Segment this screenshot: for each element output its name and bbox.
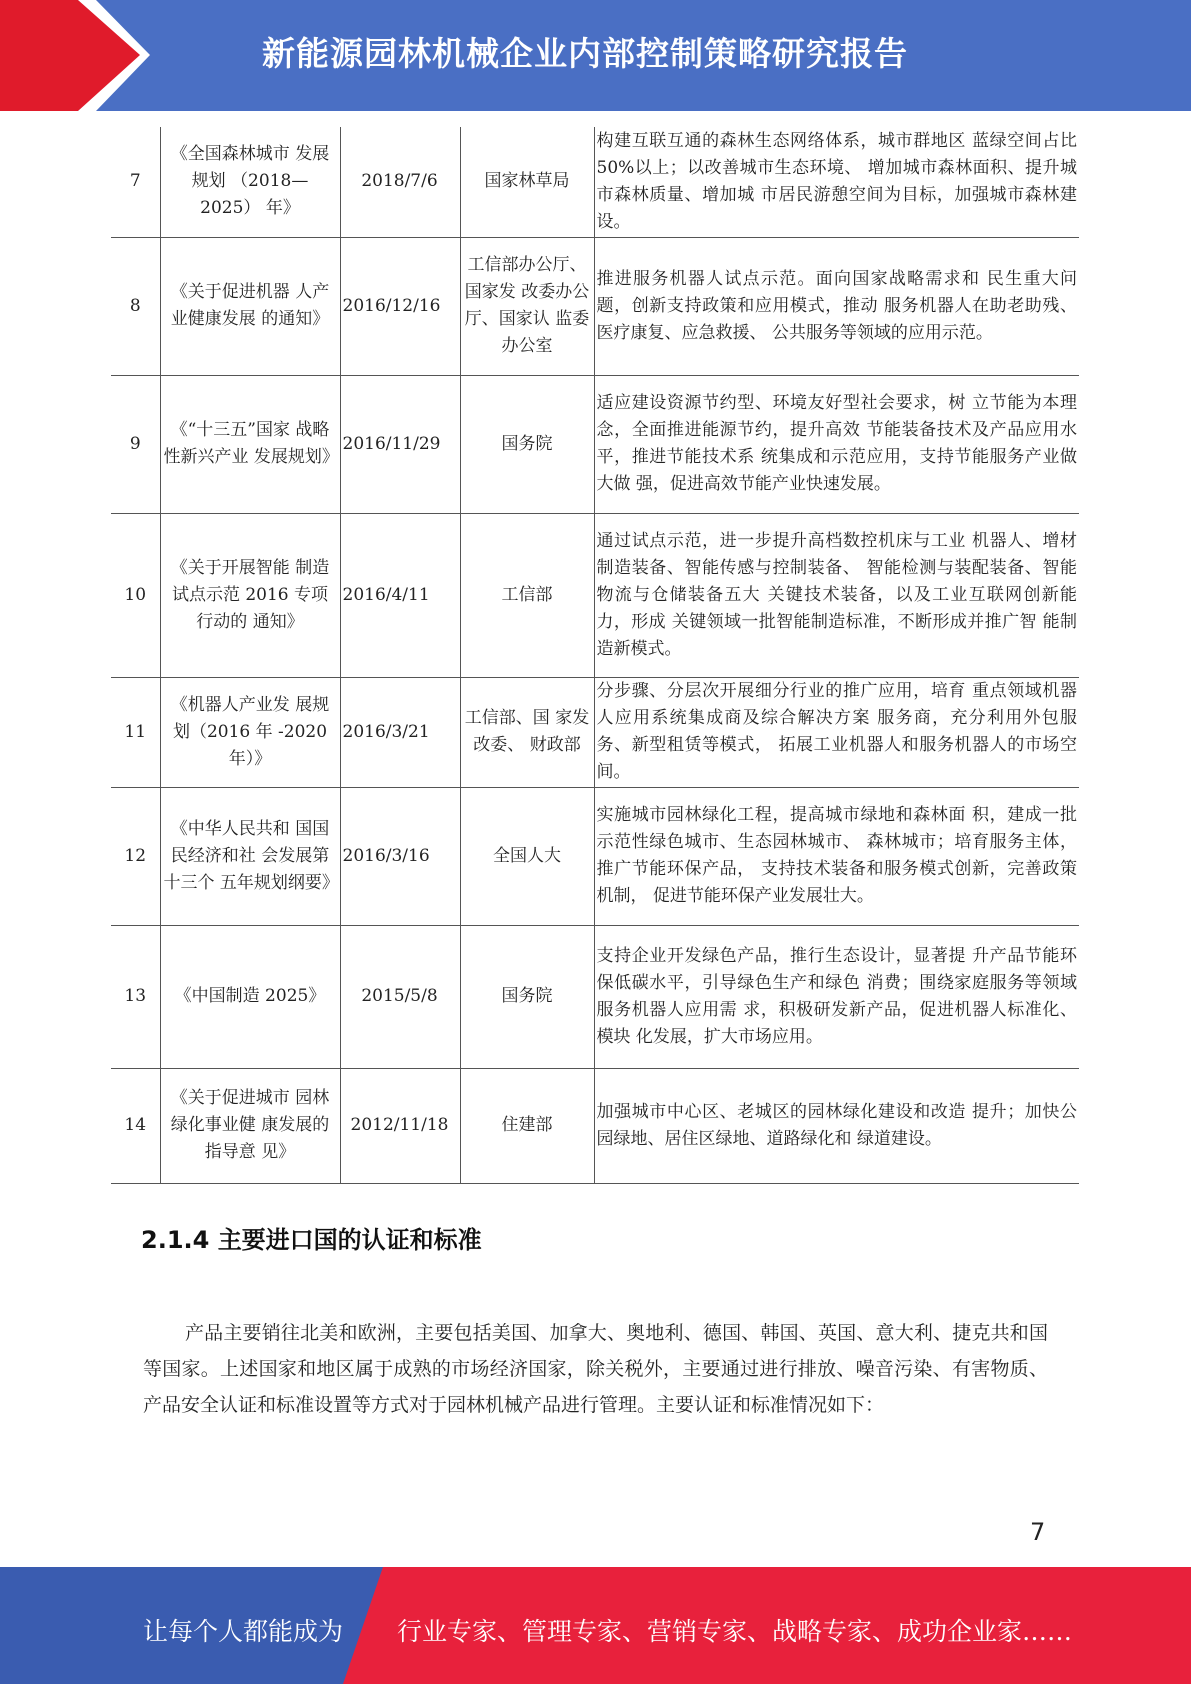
policy-description: 实施城市园林绿化工程，提高城市绿地和森林面 积，建成一批示范性绿色城市、生态园林城市、 森林城市；培育服务主体，推广节能环保产品， 支持技术装备和服务模式创新，完善政策机制， 促进节能环保产业发展壮大。 [594,787,1079,925]
row-number: 13 [111,925,160,1068]
policy-name: 《中国制造 2025》 [160,925,340,1068]
row-number: 14 [111,1068,160,1183]
issuing-department: 工信部、国 家发改委、 财政部 [460,677,594,787]
policy-date: 2012/11/18 [340,1068,460,1183]
issuing-department: 国务院 [460,375,594,513]
row-number: 10 [111,513,160,677]
header-red-arrow-decoration [0,0,150,111]
policy-description: 通过试点示范，进一步提升高档数控机床与工业 机器人、增材制造装备、智能传感与控制装备、 智能检测与装配装备、智能物流与仓储装备五大 关键技术装备，以及工业互联网创新能力，形成 关键领域一批智能制造标准，不断形成并推广智 能制造新模式。 [594,513,1079,677]
table-row [111,513,1079,677]
policy-name: 《关于促进城市 园林绿化事业健 康发展的指导意 见》 [160,1068,340,1183]
issuing-department: 住建部 [460,1068,594,1183]
page-header [0,0,1191,111]
policy-name: 《机器人产业发 展规划（2016 年 -2020 年）》 [160,677,340,787]
body-paragraph: 产品主要销往北美和欧洲，主要包括美国、加拿大、奥地利、德国、韩国、英国、意大利、捷克共和国等国家。上述国家和地区属于成熟的市场经济国家，除关税外，主要通过进行排放、噪音污染、有害物质、产品安全认证和标准设置等方式对于园林机械产品进行管理。主要认证和标准情况如下： [143,1322,1048,1416]
issuing-department: 工信部办公厅、国家发 改委办公 厅、国家认 监委办公室 [460,237,594,375]
table-row [111,787,1079,925]
page-footer [0,1567,1191,1684]
report-title: 新能源园林机械企业内部控制策略研究报告 [262,34,908,73]
footer-slogan-left: 让每个人都能成为 [143,1617,344,1646]
policy-name: 《关于开展智能 制造试点示范 2016 专项行动的 通知》 [160,513,340,677]
table-row [111,677,1079,787]
row-number: 8 [111,237,160,375]
policy-name: 《全国森林城市 发展规划 （2018—2025） 年》 [160,127,340,237]
row-number: 11 [111,677,160,787]
policy-description: 构建互联互通的森林生态网络体系，城市群地区 蓝绿空间占比 50%以上；以改善城市生态环境、 增加城市森林面积、提升城市森林质量、增加城 市居民游憩空间为目标，加强城市森林建设。 [594,127,1079,237]
issuing-department: 国务院 [460,925,594,1068]
policy-date: 2016/4/11 [340,513,460,677]
policy-name: 《中华人民共和 国国民经济和社 会发展第十三个 五年规划纲要》 [160,787,340,925]
row-number: 12 [111,787,160,925]
policy-description: 加强城市中心区、老城区的园林绿化建设和改造 提升；加快公园绿地、居住区绿地、道路绿化和 绿道建设。 [594,1068,1079,1183]
row-number: 9 [111,375,160,513]
policy-date: 2016/11/29 [340,375,460,513]
table-row [111,127,1079,237]
table-row [111,237,1079,375]
section-heading: 2.1.4 主要进口国的认证和标准 [141,1226,482,1254]
row-number: 7 [111,127,160,237]
issuing-department: 全国人大 [460,787,594,925]
table-row [111,925,1079,1068]
policy-date: 2016/3/16 [340,787,460,925]
table-row [111,375,1079,513]
policy-date: 2016/3/21 [340,677,460,787]
page-number: 7 [1030,1518,1046,1546]
policy-name: 《“十三五”国家 战略性新兴产业 发展规划》 [160,375,340,513]
policy-date: 2018/7/6 [340,127,460,237]
policy-date: 2015/5/8 [340,925,460,1068]
policy-table [111,127,1079,1184]
policy-description: 适应建设资源节约型、环境友好型社会要求，树 立节能为本理念，全面推进能源节约，提升高效 节能装备技术及产品应用水平，推进节能技术系 统集成和示范应用，支持节能服务产业做大做 强，促进高效节能产业快速发展。 [594,375,1079,513]
policy-description: 分步骤、分层次开展细分行业的推广应用，培育 重点领域机器人应用系统集成商及综合解决方案 服务商，充分利用外包服务、新型租赁等模式， 拓展工业机器人和服务机器人的市场空间。 [594,677,1079,787]
policy-description: 支持企业开发绿色产品，推行生态设计，显著提 升产品节能环保低碳水平，引导绿色生产和绿色 消费；围绕家庭服务等领域服务机器人应用需 求，积极研发新产品，促进机器人标准化、模块 化发展，扩大市场应用。 [594,925,1079,1068]
table-row [111,1068,1079,1183]
policy-description: 推进服务机器人试点示范。面向国家战略需求和 民生重大问题，创新支持政策和应用模式，推动 服务机器人在助老助残、医疗康复、应急救援、 公共服务等领域的应用示范。 [594,237,1079,375]
footer-slogan-right: 行业专家、管理专家、营销专家、战略专家、成功企业家…… [397,1617,1073,1646]
policy-name: 《关于促进机器 人产业健康发展 的通知》 [160,237,340,375]
issuing-department: 工信部 [460,513,594,677]
issuing-department: 国家林草局 [460,127,594,237]
policy-date: 2016/12/16 [340,237,460,375]
